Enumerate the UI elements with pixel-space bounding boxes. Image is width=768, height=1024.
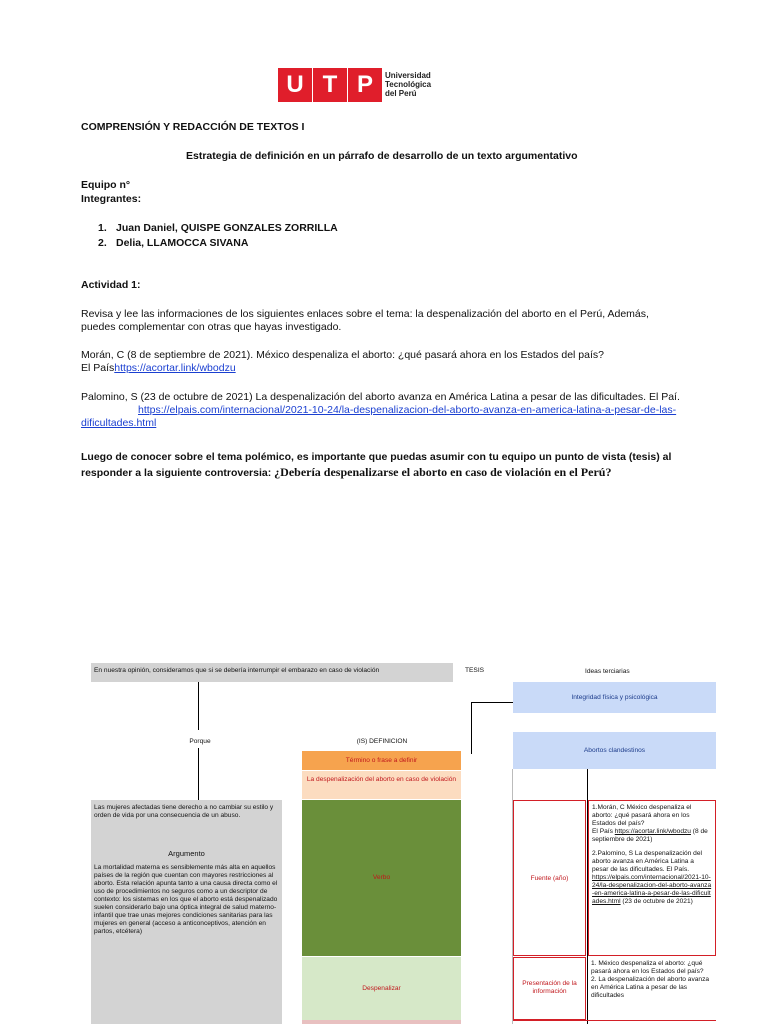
fuente-1-date: (8 de septiembre de 2021) [592,828,708,843]
fuente-1-prefix: El País [592,828,615,835]
members-list [98,221,338,251]
reference-1-text: Morán, C (8 de septiembre de 2021). México despenaliza el aborto: ¿qué pasará ahora en los Estados del país? [81,349,604,361]
course-title: COMPRENSIÓN Y REDACCIÓN DE TEXTOS I [81,121,305,133]
member-number: 2. [98,237,107,249]
definition-label: (IS) DEFINICIÓN [356,738,408,745]
question-paragraph [81,450,691,481]
reference-1-prefix: El País [81,362,115,374]
controversy-question: ¿Debería despenalizarse el aborto en caso de violación en el Perú? [274,465,612,479]
logo-letter-t: T [313,68,347,102]
next-box [302,1020,461,1024]
verbo-box: Verbo [302,800,461,956]
fuente-1-link[interactable]: https://acortar.link/wbodzu [614,828,691,835]
member-name: Juan Daniel, QUISPE GONZALES ZORRILLA [116,222,338,234]
argument-title: Argumento [168,849,205,858]
fuente-content [588,800,716,956]
presentacion-content [588,957,716,1020]
document-subtitle: Estrategia de definición en un párrafo de desarrollo de un texto argumentativo [186,150,578,162]
member-item [98,221,338,236]
despenalizar-box: Despenalizar [302,957,461,1020]
logo-line-1: Universidad [385,71,431,80]
presentacion-item-1: 1. México despenaliza el aborto: ¿qué pasará ahora en los Estados del país? [591,960,704,975]
connector-line [471,702,472,754]
term-value: La despenalización del aborto en caso de violación [302,771,461,799]
presentacion-label: Presentación de la información [513,957,586,1020]
logo-text [385,71,431,98]
member-item [98,236,338,251]
reference-2-link[interactable]: https://elpais.com/internacional/2021-10-24/la-despenalizacion-del-aborto-avanza-en-america-latina-a-pesar-de-las- [138,404,677,416]
reference-2-text: Palomino, S (23 de octubre de 2021) La despenalización del aborto avanza en América Latina a pesar de las dificultades. El Paí. [81,391,680,403]
connector-line [471,702,513,703]
fuente-2-link[interactable]: https://elpais.com/internacional/2021-10-24/la-despenalizacion-del-aborto-avanza-en-america-latina-a-pesar-de-las-dificultades.html [592,874,712,905]
member-name: Delia, LLAMOCCA SIVANA [116,237,249,249]
members-label: Integrantes: [81,193,142,205]
team-label: Equipo n° [81,179,131,191]
porque-label: Porque [189,738,211,745]
reference-2-link-end[interactable]: dificultades.html [81,417,157,429]
logo-line-3: del Perú [385,89,417,98]
ideas-label: Ideas terciarias [585,668,630,675]
fuente-label: Fuente (año) [513,800,586,956]
argument-claim: Las mujeres afectadas tiene derecho a no cambiar su estilo y orden de vida por una consecuencia de un abuso. [94,804,274,819]
member-number: 1. [98,222,107,234]
question-intro: Luego de conocer sobre el tema polémico, es importante que puedas asumir con tu equipo un punto de vista (tesis) al responder a la siguiente controversia: [81,451,672,479]
reference-1 [81,349,691,375]
fuente-2-text: 2.Palomino, S La despenalización del aborto avanza en América Latina a pesar de las dificultades. El País. [592,850,702,873]
intro-paragraph: Revisa y lee las informaciones de los siguientes enlaces sobre el tema: la despenalización del aborto en el Perú, Además, puedes complementar con otras que hayas investigado. [81,308,649,333]
fuente-1-text: 1.Morán, C México despenaliza el aborto: ¿qué pasará ahora en los Estados del país? [592,804,692,827]
logo-letter-u: U [278,68,312,102]
connector-line [198,682,199,730]
reference-1-link[interactable]: https://acortar.link/wbodzu [114,362,236,374]
term-header: Término o frase a definir [302,751,461,770]
argument-box [91,800,282,1024]
idea-box-2: Abortos clandestinos [513,732,716,769]
logo-line-2: Tecnológica [385,80,432,89]
logo-letter-p: P [348,68,382,102]
presentacion-item-2: 2. La despenalización del aborto avanza en América Latina a pesar de las dificultades [591,976,710,999]
activity-heading: Actividad 1: [81,279,141,291]
thesis-box: En nuestra opinión, consideramos que si se debería interrumpir el embarazo en caso de violación [91,663,453,682]
idea-box-1: Integridad física y psicológica [513,682,716,713]
next-row [513,1020,716,1024]
fuente-2-date: (23 de octubre de 2021) [620,898,693,905]
argument-body: La mortalidad materna es sensiblemente más alta en aquellos países de la región que cuentan con mayores restricciones al aborto. Esta relación apunta tanto a una causa directa como el uso de procedimientos no seguros como a un descriptor de contexto: los sistemas en los que el aborto está despenalizado suelen considerarlo bajo una óptica integral de salud materno-infantil que trae unas mejores condiciones sanitarias para las mujeres en general (acceso a anticonceptivos, atención en partos, etcétera) [94,864,278,935]
reference-2 [81,391,691,430]
connector-line [198,748,199,800]
thesis-label: TESIS [465,667,485,674]
